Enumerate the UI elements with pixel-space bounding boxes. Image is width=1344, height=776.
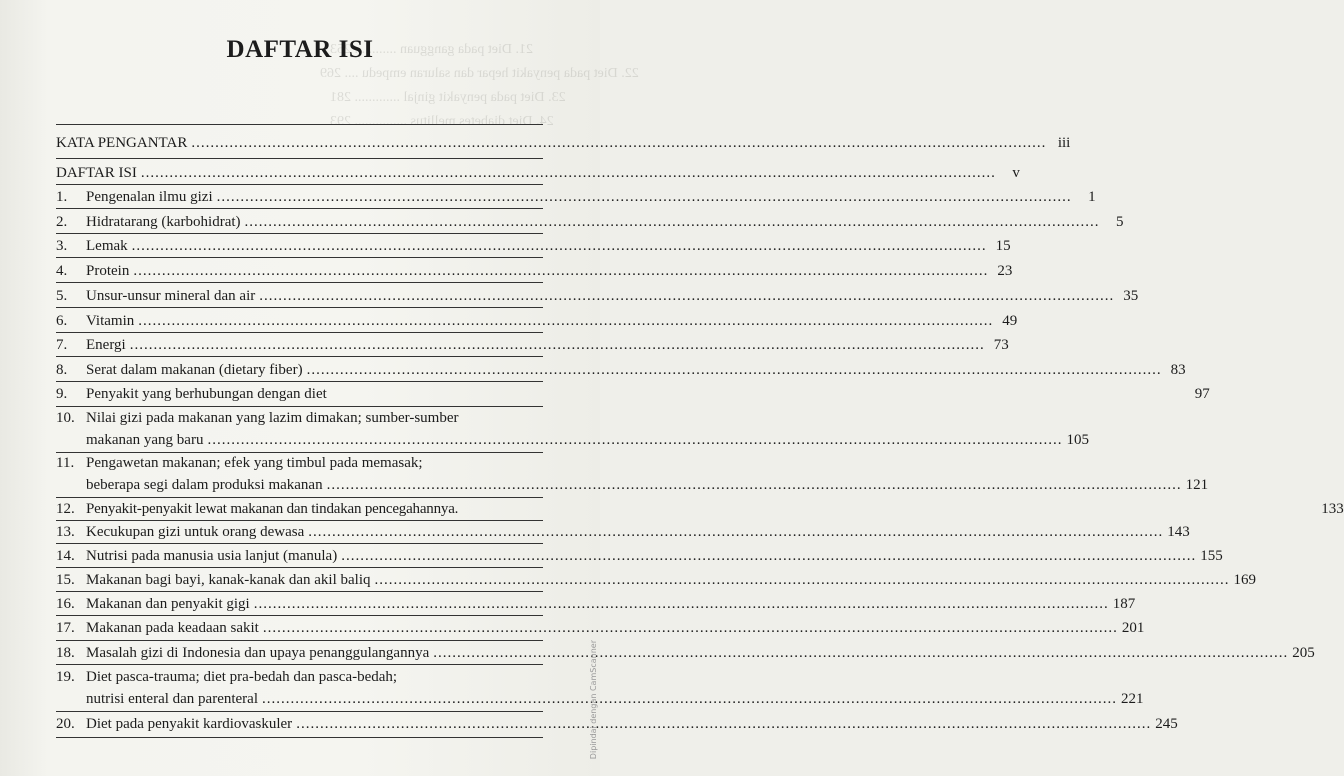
dot-leader bbox=[254, 594, 1109, 614]
dot-leader bbox=[308, 522, 1163, 542]
chapter-title: Penyakit-penyakit lewat makanan dan tindakan pencegahannya. bbox=[86, 501, 459, 517]
chapter-title: Penyakit yang berhubungan dengan diet bbox=[86, 386, 327, 402]
chapter-page: 15 bbox=[995, 238, 1011, 254]
toc-entry-front bbox=[56, 133, 1071, 153]
chapter-title: Kecukupan gizi untuk orang dewasa bbox=[86, 524, 305, 540]
chapter-title: Diet pada penyakit kardiovaskuler bbox=[86, 716, 293, 732]
chapter-title: Masalah gizi di Indonesia dan upaya penanggulangannya bbox=[86, 645, 430, 661]
chapter-page: 5 bbox=[1116, 214, 1124, 230]
chapter-page: 23 bbox=[997, 263, 1013, 279]
chapter-title-continuation: makanan yang baru bbox=[86, 432, 204, 448]
dot-leader bbox=[207, 430, 1062, 450]
dot-leader bbox=[217, 187, 1072, 207]
chapter-title: Makanan bagi bayi, kanak-kanak dan akil baliq bbox=[86, 572, 371, 588]
toc-entry-continuation bbox=[56, 689, 1144, 709]
row-rule bbox=[56, 332, 543, 333]
dot-leader bbox=[374, 570, 1229, 590]
toc-entry bbox=[56, 594, 1136, 614]
chapter-title: Energi bbox=[86, 337, 126, 353]
chapter-page: 83 bbox=[1170, 362, 1186, 378]
bleed-through-text: 21. Diet pada gangguan ............ 253 bbox=[330, 42, 533, 57]
chapter-page: 1 bbox=[1088, 189, 1096, 205]
dot-leader bbox=[263, 618, 1118, 638]
toc-entry bbox=[56, 335, 1009, 355]
chapter-title: Hidratarang (karbohidrat) bbox=[86, 214, 241, 230]
chapter-number: 9. bbox=[56, 386, 68, 402]
dot-leader bbox=[133, 261, 988, 281]
chapter-number: 1. bbox=[56, 189, 68, 205]
toc-entry bbox=[56, 546, 1223, 566]
row-rule bbox=[56, 640, 543, 641]
toc-page: v bbox=[1012, 165, 1020, 181]
row-rule bbox=[56, 233, 543, 234]
chapter-title: Vitamin bbox=[86, 313, 135, 329]
chapter-number: 10. bbox=[56, 410, 75, 426]
row-rule bbox=[56, 282, 543, 283]
chapter-page: 169 bbox=[1233, 572, 1256, 588]
chapter-number: 6. bbox=[56, 313, 68, 329]
chapter-title: Pengawetan makanan; efek yang timbul pada memasak; bbox=[86, 455, 423, 471]
chapter-number: 5. bbox=[56, 288, 68, 304]
row-rule bbox=[56, 381, 543, 382]
chapter-number: 20. bbox=[56, 716, 75, 732]
chapter-title: Pengenalan ilmu gizi bbox=[86, 189, 213, 205]
chapter-number: 12. bbox=[56, 501, 75, 517]
chapter-number: 3. bbox=[56, 238, 68, 254]
chapter-title: Makanan pada keadaan sakit bbox=[86, 620, 259, 636]
chapter-page: 201 bbox=[1121, 620, 1145, 636]
chapter-page: 97 bbox=[1194, 386, 1210, 402]
top-rule bbox=[56, 124, 543, 125]
dot-leader bbox=[433, 643, 1288, 663]
chapter-number: 18. bbox=[56, 645, 75, 661]
chapter-page: 221 bbox=[1121, 691, 1144, 707]
toc-entry-front bbox=[56, 163, 1020, 183]
toc-entry bbox=[56, 408, 543, 428]
dot-leader bbox=[191, 133, 1046, 153]
chapter-page: 155 bbox=[1200, 548, 1223, 564]
page-title: DAFTAR ISI bbox=[226, 36, 374, 63]
toc-entry bbox=[56, 643, 1315, 663]
row-rule bbox=[56, 307, 543, 308]
row-rule bbox=[56, 711, 543, 712]
dot-leader bbox=[296, 714, 1151, 734]
chapter-title: Diet pasca-trauma; diet pra-bedah dan pasca-bedah; bbox=[86, 669, 398, 685]
row-rule bbox=[56, 737, 543, 738]
row-rule bbox=[56, 497, 543, 498]
chapter-title-continuation: nutrisi enteral dan parenteral bbox=[86, 691, 259, 707]
toc-entry bbox=[56, 286, 1139, 306]
chapter-number: 11. bbox=[56, 455, 75, 471]
chapter-title: Lemak bbox=[86, 238, 128, 254]
dot-leader bbox=[259, 286, 1114, 306]
toc-entry bbox=[56, 236, 1011, 256]
chapter-page: 187 bbox=[1112, 596, 1136, 612]
dot-leader bbox=[341, 546, 1196, 566]
toc-entry-continuation bbox=[56, 430, 1089, 450]
row-rule bbox=[56, 208, 543, 209]
chapter-number: 7. bbox=[56, 337, 68, 353]
chapter-page: 245 bbox=[1155, 716, 1178, 732]
section-rule bbox=[56, 158, 543, 159]
toc-entry bbox=[56, 212, 1124, 232]
chapter-number: 19. bbox=[56, 669, 75, 685]
dot-leader bbox=[262, 689, 1117, 709]
dot-leader bbox=[132, 236, 987, 256]
chapter-page: 205 bbox=[1292, 645, 1315, 661]
toc-page: iii bbox=[1057, 135, 1071, 151]
toc-entry bbox=[56, 453, 543, 473]
row-rule bbox=[56, 406, 543, 407]
row-rule bbox=[56, 257, 543, 258]
toc-entry bbox=[56, 261, 1013, 281]
toc-entry bbox=[56, 618, 1145, 638]
row-rule bbox=[56, 664, 543, 665]
chapter-page: 49 bbox=[1002, 313, 1018, 329]
toc-label: DAFTAR ISI bbox=[56, 165, 137, 181]
bleed-through-text: 22. Diet pada penyakit hepar dan saluran empedu .... 269 bbox=[320, 66, 639, 81]
toc-entry-continuation bbox=[56, 475, 1209, 495]
chapter-number: 13. bbox=[56, 524, 75, 540]
chapter-page: 73 bbox=[993, 337, 1009, 353]
dot-leader bbox=[245, 212, 1100, 232]
scanner-watermark: Dipindai dengan CamScanner bbox=[589, 640, 598, 760]
toc-entry bbox=[56, 360, 1186, 380]
chapter-number: 14. bbox=[56, 548, 75, 564]
toc-entry bbox=[56, 570, 1256, 590]
dot-leader bbox=[130, 335, 985, 355]
chapter-page: 143 bbox=[1167, 524, 1190, 540]
row-rule bbox=[56, 356, 543, 357]
row-rule bbox=[56, 615, 543, 616]
row-rule bbox=[56, 567, 543, 568]
chapter-title: Makanan dan penyakit gigi bbox=[86, 596, 250, 612]
chapter-title: Nilai gizi pada makanan yang lazim dimakan; sumber-sumber bbox=[86, 410, 459, 426]
chapter-page: 105 bbox=[1066, 432, 1089, 448]
chapter-number: 8. bbox=[56, 362, 68, 378]
toc-entry bbox=[56, 384, 1210, 404]
bleed-through-text: 24. Diet diabetes mellitus ............... 293 bbox=[330, 114, 554, 129]
dot-leader bbox=[138, 311, 993, 331]
toc-entry bbox=[56, 311, 1018, 331]
row-rule bbox=[56, 520, 543, 521]
chapter-number: 4. bbox=[56, 263, 68, 279]
dot-leader bbox=[307, 360, 1162, 380]
toc-entry bbox=[56, 714, 1178, 734]
dot-leader bbox=[327, 475, 1182, 495]
chapter-page: 121 bbox=[1185, 477, 1209, 493]
chapter-title: Protein bbox=[86, 263, 130, 279]
chapter-number: 17. bbox=[56, 620, 75, 636]
toc-entry bbox=[56, 522, 1190, 542]
chapter-title: Serat dalam makanan (dietary fiber) bbox=[86, 362, 303, 378]
chapter-number: 15. bbox=[56, 572, 75, 588]
chapter-number: 2. bbox=[56, 214, 68, 230]
chapter-page: 133 bbox=[1321, 501, 1344, 517]
toc-entry bbox=[56, 187, 1096, 207]
chapter-title-continuation: beberapa segi dalam produksi makanan bbox=[86, 477, 323, 493]
row-rule bbox=[56, 543, 543, 544]
chapter-number: 16. bbox=[56, 596, 75, 612]
bleed-through-text: 23. Diet pada penyakit ginjal ............. 281 bbox=[330, 90, 566, 105]
section-rule bbox=[56, 184, 543, 185]
dot-leader bbox=[141, 163, 996, 183]
toc-label: KATA PENGANTAR bbox=[56, 135, 188, 151]
toc-entry bbox=[56, 667, 543, 687]
chapter-title: Unsur-unsur mineral dan air bbox=[86, 288, 256, 304]
chapter-title: Nutrisi pada manusia usia lanjut (manula) bbox=[86, 548, 338, 564]
chapter-page: 35 bbox=[1123, 288, 1139, 304]
toc-entry bbox=[56, 499, 1344, 519]
row-rule bbox=[56, 591, 543, 592]
